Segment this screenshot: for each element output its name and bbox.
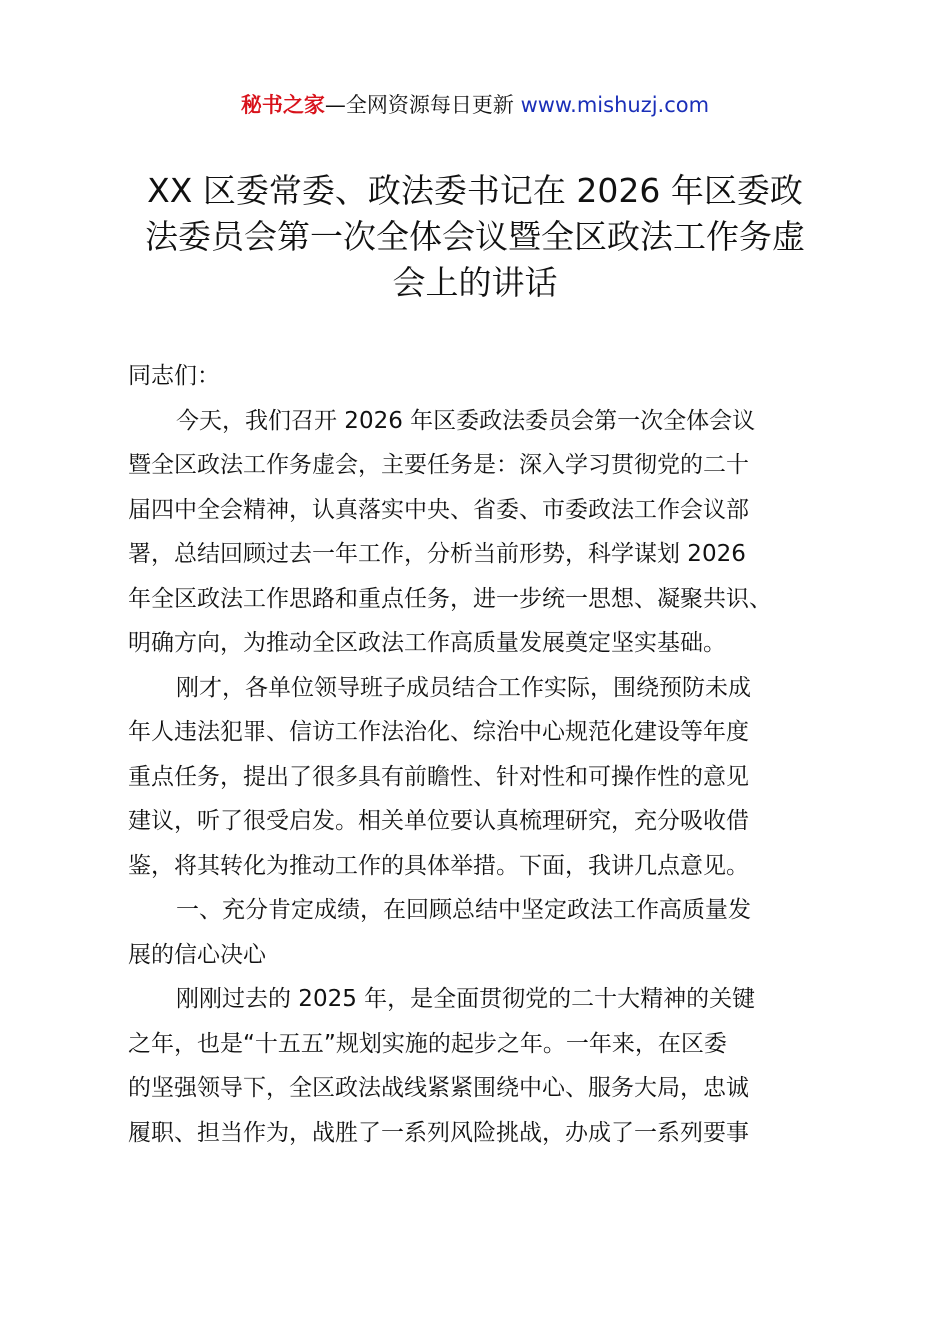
header-tagline: —全网资源每日更新 (324, 93, 521, 117)
paragraph-line: 届四中全会精神，认真落实中央、省委、市委政法工作会议部 (128, 496, 749, 523)
paragraph-line: 署，总结回顾过去一年工作，分析当前形势，科学谋划 2026 (128, 541, 746, 567)
document-body (128, 354, 838, 1155)
paragraph-line: 年人违法犯罪、信访工作法治化、综治中心规范化建设等年度 (128, 719, 749, 745)
paragraph-line: 年全区政法工作思路和重点任务，进一步统一思想、凝聚共识、 (128, 585, 772, 612)
title-line: 会上的讲话 (392, 263, 558, 302)
paragraph-line: 之年，也是“十五五”规划实施的起步之年。一年来，在区委 (128, 1030, 727, 1057)
document-title (110, 168, 840, 306)
paragraph-line: 刚刚过去的 2025 年，是全面贯彻党的二十大精神的关键 (176, 986, 756, 1012)
paragraph-line: 履职、担当作为，战胜了一系列风险挑战，办成了一系列要事 (128, 1119, 749, 1146)
site-url-link[interactable]: www.mishuzj.com (520, 93, 710, 117)
paragraph-line: 暨全区政法工作务虚会，主要任务是：深入学习贯彻党的二十 (128, 452, 749, 478)
site-header (0, 90, 950, 120)
section-heading-line: 展的信心决心 (128, 941, 266, 968)
paragraph-line: 鉴，将其转化为推动工作的具体举措。下面，我讲几点意见。 (128, 852, 749, 879)
brand-name: 秘书之家 (240, 93, 325, 117)
title-line: 法委员会第一次全体会议暨全区政法工作务虚 (145, 217, 805, 256)
paragraph-line: 今天，我们召开 2026 年区委政法委员会第一次全体会议 (176, 407, 756, 434)
greeting: 同志们： (128, 363, 220, 389)
title-line: XX 区委常委、政法委书记在 2026 年区委政 (147, 171, 803, 210)
paragraph-line: 的坚强领导下，全区政法战线紧紧围绕中心、服务大局，忠诚 (128, 1075, 749, 1101)
paragraph-line: 重点任务，提出了很多具有前瞻性、针对性和可操作性的意见 (128, 763, 749, 790)
section-heading-line: 一、充分肯定成绩，在回顾总结中坚定政法工作高质量发 (176, 897, 751, 923)
paragraph-line: 建议，听了很受启发。相关单位要认真梳理研究，充分吸收借 (128, 808, 749, 834)
paragraph-line: 刚才，各单位领导班子成员结合工作实际，围绕预防未成 (176, 674, 751, 701)
paragraph-line: 明确方向，为推动全区政法工作高质量发展奠定坚实基础。 (128, 630, 726, 656)
